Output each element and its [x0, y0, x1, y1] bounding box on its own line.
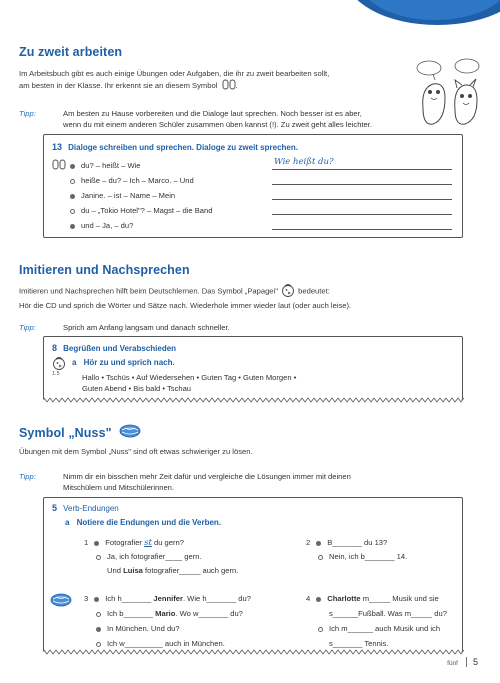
s1-line2: [19, 79, 424, 93]
question-1: [84, 536, 294, 578]
open-dot-icon: [318, 627, 323, 632]
s2-line2: Hör die CD und sprich die Wörter und Sätze nach. Wiederhole immer wieder laut (oder auch leise).: [19, 301, 352, 310]
exercise-5-box: [43, 497, 463, 652]
answer-line[interactable]: [272, 229, 452, 230]
q3-line3: [84, 621, 304, 636]
open-dot-icon: [96, 612, 101, 617]
page-number: 5: [466, 657, 478, 667]
pair-work-icon: [222, 79, 236, 93]
exercise-5-heading: [52, 502, 119, 515]
question-number: 1: [84, 538, 89, 547]
open-dot-icon: [96, 642, 101, 647]
tipp-line2: wenn du mit einem anderen Schüler zusammen üben kannst (!). Zu zweit geht alles leichter.: [63, 120, 372, 129]
q1-text: fotografier: [145, 566, 180, 575]
q4-line3: [306, 621, 464, 636]
blank[interactable]: _______: [332, 639, 363, 648]
q3-text: Ich b: [107, 609, 124, 618]
page-word: fünf: [447, 659, 458, 667]
q4-text: du?: [434, 609, 447, 618]
section-title-nuss: [19, 424, 141, 443]
q3-line1: [84, 591, 304, 606]
blank[interactable]: _____: [179, 566, 201, 575]
q2-text: 14.: [396, 552, 408, 561]
blank[interactable]: _______: [121, 594, 152, 603]
q4-text: Fußball. Was m: [358, 609, 412, 618]
filled-dot-icon: [96, 627, 101, 632]
q3-name: Jennifer: [153, 594, 183, 603]
filled-dot-icon: [94, 597, 99, 602]
filled-dot-icon: [70, 164, 75, 169]
q3-text: . Wie h: [182, 594, 207, 603]
q1-text: gern.: [184, 552, 202, 561]
section-title-zu-zweit: Zu zweit arbeiten: [19, 45, 123, 59]
q2-text: Nein, ich b: [329, 552, 365, 561]
sub-letter: a: [65, 518, 70, 527]
question-3: [84, 591, 304, 651]
item-text: du? – heißt – Wie: [81, 161, 141, 170]
exercise-title: Begrüßen und Verabschieden: [63, 344, 177, 353]
s2-line1-end: bedeutet:: [298, 286, 330, 296]
blank[interactable]: _________: [124, 639, 163, 648]
q2-line1: [306, 536, 456, 550]
item-text: Janine. – ist – Name – Mein: [81, 191, 176, 200]
question-number: 2: [306, 538, 311, 547]
q1-line2: [84, 550, 294, 564]
q4-text: Ich m: [329, 624, 348, 633]
q4-line1: [306, 591, 464, 606]
exercise-13-items: [70, 158, 212, 233]
q3-text: Ich h: [105, 594, 122, 603]
exercise-number: 5: [52, 503, 58, 513]
greetings-line1: Hallo • Tschüs • Auf Wiedersehen • Guten Tag • Guten Morgen •: [82, 373, 297, 382]
q3-line2: [84, 606, 304, 621]
tipp-text: [63, 471, 481, 493]
q4-text: auch Musik und ich: [375, 624, 441, 633]
q3-text: Ich w: [107, 639, 125, 648]
s2-line1: [19, 283, 481, 300]
filled-dot-icon: [94, 541, 99, 546]
q3-text: auch in München.: [164, 639, 225, 648]
exercise-13-heading: [52, 141, 298, 154]
q2-text: du 13?: [364, 538, 388, 547]
q3-text: In München. Und du?: [107, 624, 180, 633]
q3-text: du?: [238, 594, 251, 603]
q4-text: s: [329, 639, 333, 648]
section-title-imitieren: Imitieren und Nachsprechen: [19, 263, 190, 277]
filled-dot-icon: [316, 597, 321, 602]
handwritten-answer: st: [144, 538, 152, 548]
tipp-label: Tipp:: [19, 109, 36, 118]
track-number: 1.5: [52, 371, 60, 377]
question-number: 3: [84, 594, 89, 603]
exercise-5-subheading: [65, 517, 221, 529]
tipp-text: Sprich am Anfang langsam und danach schneller.: [63, 323, 230, 332]
blank[interactable]: _______: [206, 594, 237, 603]
list-item: [70, 173, 212, 188]
answer-line[interactable]: [272, 214, 452, 215]
blank[interactable]: _______: [198, 609, 229, 618]
q1-text: Fotografier: [105, 538, 142, 547]
item-text: du – „Tokio Hotel"? – Magst – die Band: [81, 206, 213, 215]
s2-line1-text: Imitieren und Nachsprechen hilft beim Deutschlernen. Das Symbol „Papagei": [19, 286, 278, 296]
blank[interactable]: _______: [123, 609, 154, 618]
exercise-title: Dialoge schreiben und sprechen. Dialoge zu zweit sprechen.: [68, 143, 298, 152]
greetings-list: [82, 372, 296, 394]
s1-line1: Im Arbeitsbuch gibt es auch einige Übungen oder Aufgaben, die ihr zu zweit bearbeiten sollt,: [19, 69, 330, 78]
q3-text: . Wo w: [175, 609, 199, 618]
q4-text: Tennis.: [364, 639, 389, 648]
filled-dot-icon: [70, 194, 75, 199]
q4-text: Musik und sie: [392, 594, 439, 603]
nut-icon: [119, 424, 141, 443]
nut-icon: [50, 593, 72, 610]
s2-paragraph: [19, 283, 481, 311]
q3-name: Mario: [155, 609, 176, 618]
torn-edge: [44, 397, 464, 403]
sub-instruction: Hör zu und sprich nach.: [83, 358, 175, 367]
blank[interactable]: _____: [369, 594, 391, 603]
exercise-8-heading: [52, 342, 176, 355]
item-text: heiße – du? – Ich – Marco. – Und: [81, 176, 194, 185]
q1-name: Luisa: [123, 566, 143, 575]
q4-name: Charlotte: [327, 594, 361, 603]
q4-text: m: [362, 594, 370, 603]
section-title-nuss-text: Symbol „Nuss": [19, 426, 112, 440]
exercise-13-box: [43, 134, 463, 238]
exercise-8-box: [43, 336, 463, 400]
tipp-line1: Am besten zu Hause vorbereiten und die Dialoge laut sprechen. Noch besser ist es aber,: [63, 109, 362, 118]
blank[interactable]: _____: [411, 609, 433, 618]
q1-text: Ja, ich fotografier: [107, 552, 166, 561]
filled-dot-icon: [70, 224, 75, 229]
answer-line[interactable]: [272, 169, 452, 170]
handwritten-answer: Wie heißt du?: [274, 157, 334, 167]
question-number: 4: [306, 594, 311, 603]
blank[interactable]: ______: [347, 624, 373, 633]
open-dot-icon: [318, 555, 323, 560]
filled-dot-icon: [316, 541, 321, 546]
exercise-number: 8: [52, 343, 58, 353]
s1-line2-text: am besten in der Klasse. Ihr erkennt sie an diesem Symbol: [19, 81, 218, 90]
pair-work-icon: [52, 159, 66, 173]
tipp-text: [63, 108, 481, 130]
open-dot-icon: [70, 179, 75, 184]
list-item: [70, 188, 212, 203]
s3-paragraph: Übungen mit dem Symbol „Nuss" sind oft etwas schwieriger zu lösen.: [19, 447, 253, 456]
s3-tipp: [19, 471, 481, 493]
tipp-line2: Mitschülern und Mitschülerinnen.: [63, 483, 175, 492]
torn-edge: [44, 649, 464, 655]
q2-text: B: [327, 538, 333, 547]
greetings-line2: Guten Abend • Bis bald • Tschau: [82, 384, 192, 393]
blank[interactable]: _______: [364, 552, 395, 561]
q4-line2: [306, 606, 464, 621]
page-footer: [447, 656, 478, 669]
q1-text: du gern?: [154, 538, 184, 547]
sub-instruction: Notiere die Endungen und die Verben.: [76, 518, 222, 527]
q1-line3: [84, 564, 294, 578]
answer-line[interactable]: [272, 199, 452, 200]
s2-tipp: [19, 322, 481, 333]
blank[interactable]: _______: [332, 538, 362, 547]
blank[interactable]: ____: [165, 552, 183, 561]
exercise-title: Verb-Endungen: [63, 504, 119, 513]
q1-text: Und: [107, 566, 121, 575]
tipp-line1: Nimm dir ein bisschen mehr Zeit dafür und vergleiche die Lösungen immer mit deinen: [63, 472, 351, 481]
s1-tipp: [19, 108, 481, 130]
sub-letter: a: [72, 358, 77, 367]
s1-paragraph: [19, 68, 424, 93]
open-dot-icon: [70, 209, 75, 214]
parrot-icon: [280, 283, 296, 300]
s1-period: .: [235, 81, 238, 90]
open-dot-icon: [96, 555, 101, 560]
answer-line[interactable]: [272, 184, 452, 185]
blank[interactable]: ______: [332, 609, 359, 618]
list-item: [70, 158, 212, 173]
q2-line2: [306, 550, 456, 564]
exercise-number: 13: [52, 142, 63, 152]
q1-text: auch gern.: [202, 566, 239, 575]
exercise-8-subheading: [72, 357, 175, 369]
item-text: und – Ja, – du?: [81, 221, 134, 230]
list-item: [70, 203, 212, 218]
q3-text: du?: [230, 609, 243, 618]
question-4: [306, 591, 464, 651]
question-2: [306, 536, 456, 564]
list-item: [70, 218, 212, 233]
q4-text: s: [329, 609, 333, 618]
tipp-label: Tipp:: [19, 323, 36, 332]
q1-line1: [84, 536, 294, 550]
tipp-label: Tipp:: [19, 472, 36, 481]
